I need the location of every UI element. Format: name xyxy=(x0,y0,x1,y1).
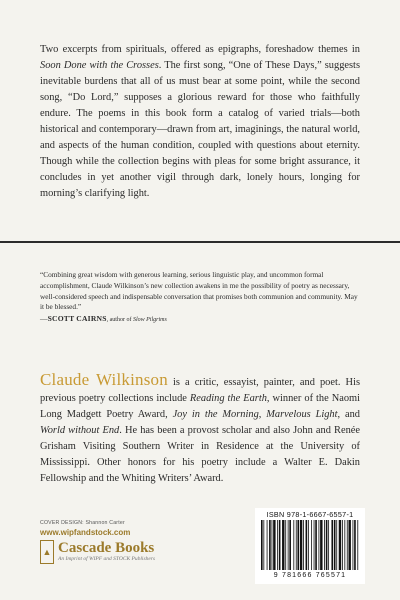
barcode-digits: 9 781666 765571 xyxy=(273,572,347,579)
barcode-bar xyxy=(336,520,337,570)
bio-book-4: World without End xyxy=(40,425,120,436)
barcode-bar xyxy=(263,520,264,570)
description-text-2: . The first song, “One of These Days,” suggests inevitable burdens that all of us must bear at some point, while the second song, “Do Lord,” supposes a glorious reward for those who faithfully endure. The poems in this book form a catalog of varied trials—both historical and contemporary—drawn from art, imaginings, the natural world, and aspects of the human condition, coupled with questions about eternity. Though while the collection begins with pleas for some bright assurance, it concludes in yet another vigil through dark, lonely hours, longing for morning’s clarifying light. xyxy=(40,60,360,199)
publisher-logo xyxy=(40,540,155,564)
isbn-number: ISBN 978-1-6667-6557-1 xyxy=(266,510,354,519)
barcode-bar xyxy=(328,520,329,570)
bio-book-3: Marvelous Light xyxy=(266,409,338,420)
bio-book-1: Reading the Earth xyxy=(189,393,267,404)
description-text-1: Two excerpts from spirituals, offered as epigraphs, foreshadow themes in xyxy=(40,44,360,55)
book-icon: ▲ xyxy=(40,540,54,564)
attribution-dash: — xyxy=(40,314,48,324)
endorsement xyxy=(40,270,360,326)
barcode-bar xyxy=(315,520,317,570)
endorsement-quote: “Combining great wisdom with generous learning, serious linguistic play, and uncommon formal accomplishment, Claude Wilkinson’s new collection awakens in me the possibility of poetry as necessary, well-considered speech and indispensable conversation that promises both communion and community. May it be blessed.” xyxy=(40,270,358,312)
endorser-name: SCOTT CAIRNS xyxy=(47,314,107,324)
barcode-bar xyxy=(279,520,281,570)
barcode-bar xyxy=(334,520,336,570)
barcode-bar xyxy=(288,520,289,570)
barcode-bar xyxy=(289,520,291,570)
bio-text-4: , and xyxy=(337,409,360,420)
publisher-logo-text xyxy=(58,540,155,562)
author-bio xyxy=(40,372,360,487)
barcode-bar xyxy=(348,520,350,570)
barcode-bar xyxy=(267,520,268,570)
barcode-bar xyxy=(306,520,308,570)
barcode-bar xyxy=(326,520,328,570)
barcode-bars xyxy=(261,520,359,570)
bio-text-1: is a critic, essayist, painter, and poet. His previous poetry collections include xyxy=(40,377,360,404)
cover-design-credit: COVER DESIGN: Shannon Carter xyxy=(40,520,125,526)
barcode-bar xyxy=(269,520,271,570)
author-name: Claude Wilkinson xyxy=(40,370,168,389)
barcode-bar xyxy=(339,520,341,570)
divider-rule xyxy=(0,241,400,243)
publisher-imprint: An Imprint of WIPF and STOCK Publishers xyxy=(58,556,156,562)
barcode-bar xyxy=(293,520,294,570)
barcode-bar xyxy=(314,520,315,570)
barcode-bar xyxy=(285,520,286,570)
barcode-bar xyxy=(272,520,273,570)
barcode-bar xyxy=(354,520,356,570)
book-description xyxy=(40,42,360,202)
barcode-bar xyxy=(297,520,299,570)
barcode-bar xyxy=(261,520,263,570)
publisher-name: Cascade Books xyxy=(58,540,155,556)
barcode-bar xyxy=(353,520,354,570)
barcode-bar xyxy=(300,520,302,570)
barcode-bar xyxy=(319,520,320,570)
barcode-bar xyxy=(344,520,345,570)
book-title: Soon Done with the Crosses xyxy=(40,60,159,71)
bio-book-2: Joy in the Morning xyxy=(172,409,259,420)
isbn-barcode xyxy=(255,508,365,584)
barcode-bar xyxy=(311,520,312,570)
barcode-bar xyxy=(342,520,343,570)
barcode-bar xyxy=(277,520,278,570)
publisher-website[interactable]: www.wipfandstock.com xyxy=(40,528,131,537)
barcode-bar xyxy=(303,520,304,570)
barcode-bar xyxy=(282,520,284,570)
barcode-bar xyxy=(320,520,322,570)
barcode-bar xyxy=(331,520,333,570)
barcode-bar xyxy=(357,520,358,570)
barcode-bar xyxy=(308,520,309,570)
endorser-book: Slow Pilgrims xyxy=(132,317,167,324)
barcode-bar xyxy=(324,520,325,570)
barcode-bar xyxy=(273,520,275,570)
endorsement-attribution xyxy=(40,314,360,326)
attribution-prefix: , author of xyxy=(106,317,133,324)
bio-text-3: , xyxy=(258,409,267,420)
barcode-bar xyxy=(347,520,348,570)
barcode-bar xyxy=(296,520,297,570)
bio-text-5: . He has been a provost scholar and also John and Renée Grisham Visiting Southern Writer in Residence at the University of Mississippi. Other honors for his poetry include a Walter E. Dakin Fellowship and the Whiting Writers’ Award. xyxy=(40,425,361,484)
bio-text-2: , winner of the Naomi Long Madgett Poetry Award, xyxy=(40,393,360,420)
